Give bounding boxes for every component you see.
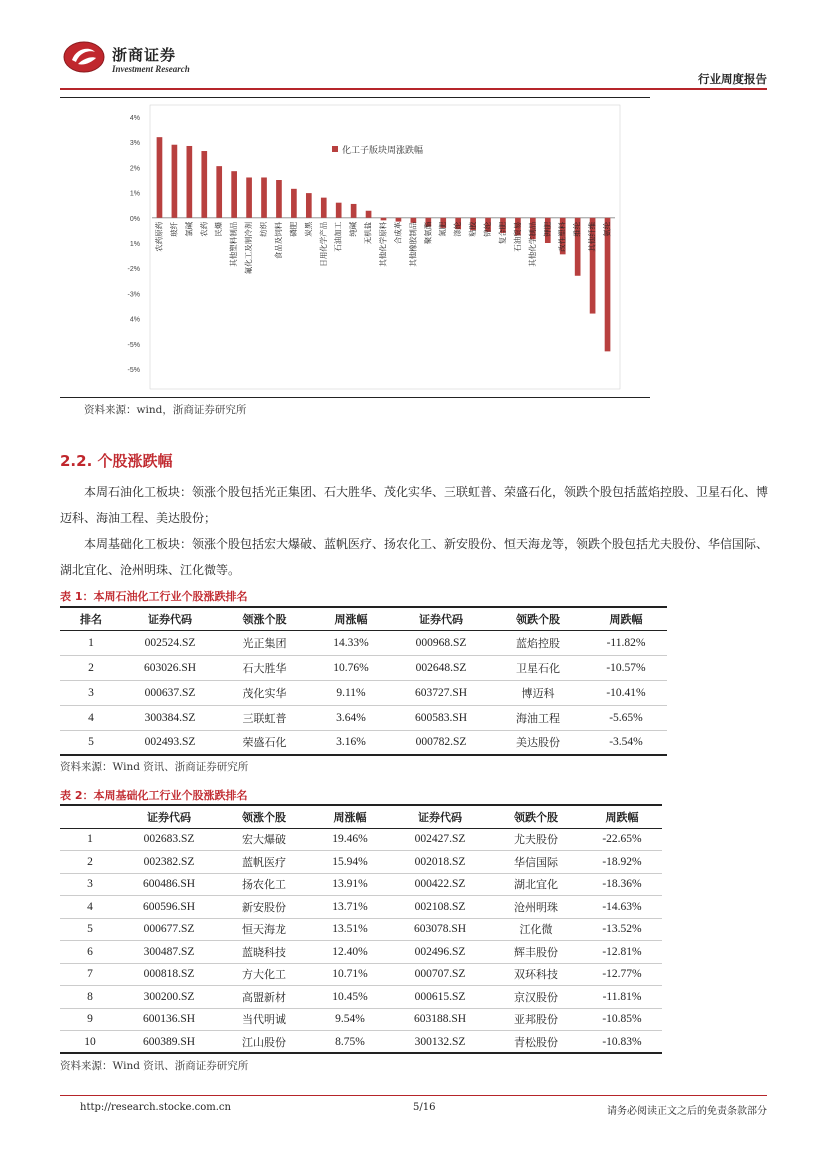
table2-header-5: 领跌个股 (490, 805, 582, 828)
category-label: 炭黑 (303, 221, 313, 237)
table-cell: 300200.SZ (120, 986, 218, 1009)
table-cell: 000968.SZ (391, 630, 491, 655)
bar-0 (157, 137, 163, 218)
table-cell: 宏大爆破 (218, 828, 310, 851)
category-label: 聚氨酯 (423, 221, 433, 245)
table-cell: 石大胜华 (218, 655, 311, 680)
table-cell: 3.16% (311, 730, 391, 755)
table1-header-3: 周涨幅 (311, 607, 391, 630)
sector-chart (60, 97, 650, 397)
bar-5 (231, 171, 237, 218)
table1-header-4: 证券代码 (391, 607, 491, 630)
category-label: 石油贸易 (512, 221, 522, 252)
table-cell: 2 (60, 655, 122, 680)
table-cell: 4 (60, 705, 122, 730)
bar-9 (291, 189, 297, 218)
table-cell: 三联虹普 (218, 705, 311, 730)
table-cell: 000707.SZ (390, 963, 490, 986)
table-cell: 000677.SZ (120, 918, 218, 941)
table-cell: 5 (60, 918, 120, 941)
category-label: 涤纶 (453, 221, 463, 237)
table-cell: 300132.SZ (390, 1031, 490, 1054)
y-tick-label: -5% (127, 367, 140, 374)
y-tick-label: 0% (129, 215, 140, 223)
table2-header-2: 领涨个股 (218, 805, 310, 828)
table-cell: 13.91% (310, 873, 390, 896)
table-cell: 600596.SH (120, 896, 218, 919)
bar-11 (321, 198, 327, 218)
category-label: 纯碱 (348, 221, 358, 237)
logo-en: Investment Research (112, 64, 190, 74)
table-cell: 600583.SH (391, 705, 491, 730)
table-cell: 000637.SZ (122, 680, 218, 705)
table-cell: 002493.SZ (122, 730, 218, 755)
category-label: 其他橡胶制品 (408, 221, 418, 267)
table-cell: 002524.SZ (122, 630, 218, 655)
y-tick-label: -3% (127, 291, 140, 299)
table-cell: 603188.SH (390, 1008, 490, 1031)
category-label: 钾肥 (542, 221, 552, 237)
table-cell: -18.36% (582, 873, 662, 896)
header-rule (60, 88, 767, 90)
table-cell: 1 (60, 630, 122, 655)
bar-15 (381, 218, 387, 221)
legend-label: 化工子版块周涨跌幅 (342, 146, 424, 156)
table-cell: 尤夫股份 (490, 828, 582, 851)
table-cell: 高盟新材 (218, 986, 310, 1009)
table-cell: 卫星石化 (491, 655, 585, 680)
table-cell: 000422.SZ (390, 873, 490, 896)
table-cell: 002427.SZ (390, 828, 490, 851)
category-label: 日用化学产品 (318, 221, 328, 267)
table-cell: -13.52% (582, 918, 662, 941)
category-label: 其他塑料制品 (229, 221, 239, 267)
table-cell: 000615.SZ (390, 986, 490, 1009)
table-row (60, 705, 667, 730)
table-cell: 5 (60, 730, 122, 755)
table-cell: -12.81% (582, 941, 662, 964)
bar-30 (605, 218, 611, 352)
paragraph-petrochem: 本周石油化工板块：领涨个股包括光正集团、石大胜华、茂化实华、三联虹普、荣盛石化，领跌个股包括蓝焰控股、卫星石化、博迈科、海油工程、美达股份； (60, 485, 769, 525)
table-row (60, 896, 662, 919)
table-cell: 亚邦股份 (490, 1008, 582, 1031)
category-label: 其他化学制品 (527, 221, 537, 267)
bar-7 (261, 177, 267, 217)
table-cell: -11.81% (582, 986, 662, 1009)
table-cell: 600136.SH (120, 1008, 218, 1031)
table-cell: -10.83% (582, 1031, 662, 1054)
footer-rule (60, 1095, 767, 1096)
table-cell: 茂化实华 (218, 680, 311, 705)
table-cell: 沧州明珠 (490, 896, 582, 919)
category-label: 其他化学原料 (378, 221, 388, 267)
table-cell: 002382.SZ (120, 851, 218, 874)
table1-title: 表 1：本周石油化工行业个股涨跌排名 (60, 590, 248, 603)
table-cell: 蓝焰控股 (491, 630, 585, 655)
table-cell: 10.45% (310, 986, 390, 1009)
category-label: 玻纤 (169, 221, 179, 237)
category-label: 磷肥 (288, 221, 298, 237)
category-label: 粘胶 (468, 221, 478, 237)
table-cell: 恒天海龙 (218, 918, 310, 941)
chart-bottom-rule (60, 397, 650, 398)
table-cell: 2 (60, 851, 120, 874)
y-tick-label: 2% (129, 165, 140, 173)
report-type: 行业周度报告 (698, 72, 767, 86)
category-label: 农药 (199, 221, 209, 237)
table-cell: 7 (60, 963, 120, 986)
table-cell: 600389.SH (120, 1031, 218, 1054)
table-cell: 603727.SH (391, 680, 491, 705)
table-cell: 603078.SH (390, 918, 490, 941)
table-cell: 300384.SZ (122, 705, 218, 730)
table-cell: 辉丰股份 (490, 941, 582, 964)
category-label: 合成革 (393, 221, 403, 245)
table-cell: 3 (60, 873, 120, 896)
table-row (60, 655, 667, 680)
table-cell: 当代明诚 (218, 1008, 310, 1031)
table-cell: 12.40% (310, 941, 390, 964)
bar-10 (306, 193, 312, 218)
table-cell: 扬农化工 (218, 873, 310, 896)
category-label: 维纶 (572, 221, 582, 237)
y-tick-label: -5% (127, 341, 140, 349)
table-cell: -5.65% (585, 705, 667, 730)
bar-14 (366, 211, 372, 218)
table-row (60, 986, 662, 1009)
table-row (60, 1008, 662, 1031)
bar-4 (216, 166, 222, 218)
table-cell: 蓝晓科技 (218, 941, 310, 964)
table-cell: -12.77% (582, 963, 662, 986)
table-cell: 002018.SZ (390, 851, 490, 874)
table-cell: 14.33% (311, 630, 391, 655)
table1-header-6: 周跌幅 (585, 607, 667, 630)
table2-title: 表 2：本周基础化工行业个股涨跌排名 (60, 789, 248, 802)
y-tick-label: 1% (129, 241, 140, 248)
legend-swatch (332, 146, 338, 152)
table-cell: 蓝帆医疗 (218, 851, 310, 874)
bar-13 (351, 204, 357, 218)
category-label: 民爆 (214, 221, 224, 237)
table-cell: 光正集团 (218, 630, 311, 655)
table-cell: 海油工程 (491, 705, 585, 730)
table-row (60, 873, 662, 896)
page-number: 5/16 (413, 1102, 436, 1113)
table-cell: 000818.SZ (120, 963, 218, 986)
table-row (60, 918, 662, 941)
category-label: 复合肥 (497, 221, 507, 245)
table-cell: 新安股份 (218, 896, 310, 919)
category-label: 纺织 (259, 221, 269, 237)
table-row (60, 630, 667, 655)
table-petrochem (60, 606, 667, 756)
paragraph-basic-chem: 本周基础化工板块：领涨个股包括宏大爆破、蓝帆医疗、扬农化工、新安股份、恒天海龙等，领跌个股包括尤夫股份、华信国际、湖北宜化、沧州明珠、江化微等。 (60, 537, 769, 577)
table-cell: -18.92% (582, 851, 662, 874)
section-title: 2.2. 个股涨跌幅 (60, 452, 173, 470)
table-cell: 9.54% (310, 1008, 390, 1031)
table-cell: 600486.SH (120, 873, 218, 896)
table2-header-6: 周跌幅 (582, 805, 662, 828)
table-cell: 9 (60, 1008, 120, 1031)
table-cell: 15.94% (310, 851, 390, 874)
bar-12 (336, 203, 342, 218)
table2-header-1: 证券代码 (120, 805, 218, 828)
table-cell: 3 (60, 680, 122, 705)
category-label: 改性塑料 (557, 221, 567, 252)
table-cell: 荣盛石化 (218, 730, 311, 755)
y-tick-label: 4% (129, 115, 140, 122)
bar-2 (187, 146, 193, 218)
table-cell: 002648.SZ (391, 655, 491, 680)
table-cell: -11.82% (585, 630, 667, 655)
table1-header-1: 证券代码 (122, 607, 218, 630)
category-label: 石油加工 (333, 221, 343, 252)
table1-header-5: 领跌个股 (491, 607, 585, 630)
table-cell: 10 (60, 1031, 120, 1054)
table2-header-4: 证券代码 (390, 805, 490, 828)
category-label: 氟化工及制冷剂 (244, 221, 254, 275)
table-cell: 方大化工 (218, 963, 310, 986)
table-cell: 10.71% (310, 963, 390, 986)
table-cell: 青松股份 (490, 1031, 582, 1054)
table2-header-0 (60, 805, 120, 828)
table-cell: 美达股份 (491, 730, 585, 755)
bar-3 (201, 151, 207, 218)
table1-source: 资料来源：Wind 资讯、浙商证券研究所 (60, 761, 249, 773)
table-cell: 湖北宜化 (490, 873, 582, 896)
y-tick-label: -2% (127, 266, 140, 274)
bar-16 (396, 218, 402, 222)
table-cell: -10.85% (582, 1008, 662, 1031)
table-cell: 6 (60, 941, 120, 964)
table-cell: 双环科技 (490, 963, 582, 986)
table-row (60, 941, 662, 964)
table-cell: 002683.SZ (120, 828, 218, 851)
category-label: 其他纤维 (587, 221, 597, 252)
table-cell: 19.46% (310, 828, 390, 851)
page-header (0, 0, 827, 100)
category-label: 氨纶 (602, 221, 612, 237)
table-row (60, 680, 667, 705)
category-label: 氯碱 (184, 221, 194, 237)
category-label: 无机盐 (363, 221, 373, 245)
table-cell: 博迈科 (491, 680, 585, 705)
table-cell: 13.51% (310, 918, 390, 941)
table-basic-chem (60, 804, 662, 1054)
table-cell: -3.54% (585, 730, 667, 755)
chart-source: 资料来源：wind，浙商证券研究所 (84, 404, 247, 416)
table-cell: 1 (60, 828, 120, 851)
y-tick-label: 4% (129, 316, 140, 324)
footer-disclaimer: 请务必阅读正文之后的免责条款部分 (607, 1106, 767, 1117)
table-row (60, 730, 667, 755)
table-cell: 4 (60, 896, 120, 919)
table2-source: 资料来源：Wind 资讯、浙商证券研究所 (60, 1060, 249, 1072)
table-row (60, 963, 662, 986)
category-label: 食品及饲料 (273, 221, 283, 260)
y-tick-label: 3% (129, 140, 140, 148)
table-cell: 8 (60, 986, 120, 1009)
sector-chart-svg (60, 97, 650, 397)
footer-url[interactable]: http://research.stocke.com.cn (80, 1102, 231, 1113)
category-label: 农药原药 (154, 221, 164, 252)
y-tick-label: 1% (129, 190, 140, 198)
table-cell: 10.76% (311, 655, 391, 680)
table2-header-3: 周涨幅 (310, 805, 390, 828)
table1-header-0: 排名 (60, 607, 122, 630)
table-cell: 002496.SZ (390, 941, 490, 964)
table1-header-2: 领涨个股 (218, 607, 311, 630)
table-cell: 3.64% (311, 705, 391, 730)
table-cell: -10.41% (585, 680, 667, 705)
table-cell: -10.57% (585, 655, 667, 680)
bar-1 (172, 145, 178, 218)
category-label: 氮肥 (438, 221, 448, 237)
table-cell: 002108.SZ (390, 896, 490, 919)
table-row (60, 1031, 662, 1054)
table-cell: 9.11% (311, 680, 391, 705)
table-cell: 京汉股份 (490, 986, 582, 1009)
table-cell: 300487.SZ (120, 941, 218, 964)
table-cell: 13.71% (310, 896, 390, 919)
table-cell: -22.65% (582, 828, 662, 851)
bar-8 (276, 180, 282, 218)
table-row (60, 851, 662, 874)
table-cell: 603026.SH (122, 655, 218, 680)
table-cell: 江化微 (490, 918, 582, 941)
table-cell: 华信国际 (490, 851, 582, 874)
table-cell: 江山股份 (218, 1031, 310, 1054)
logo-icon (62, 40, 106, 74)
logo-cn: 浙商证券 (112, 46, 177, 64)
bar-6 (246, 177, 252, 217)
table-cell: 000782.SZ (391, 730, 491, 755)
table-cell: 8.75% (310, 1031, 390, 1054)
table-cell: -14.63% (582, 896, 662, 919)
category-label: 锦纶 (483, 221, 493, 237)
table-row (60, 828, 662, 851)
